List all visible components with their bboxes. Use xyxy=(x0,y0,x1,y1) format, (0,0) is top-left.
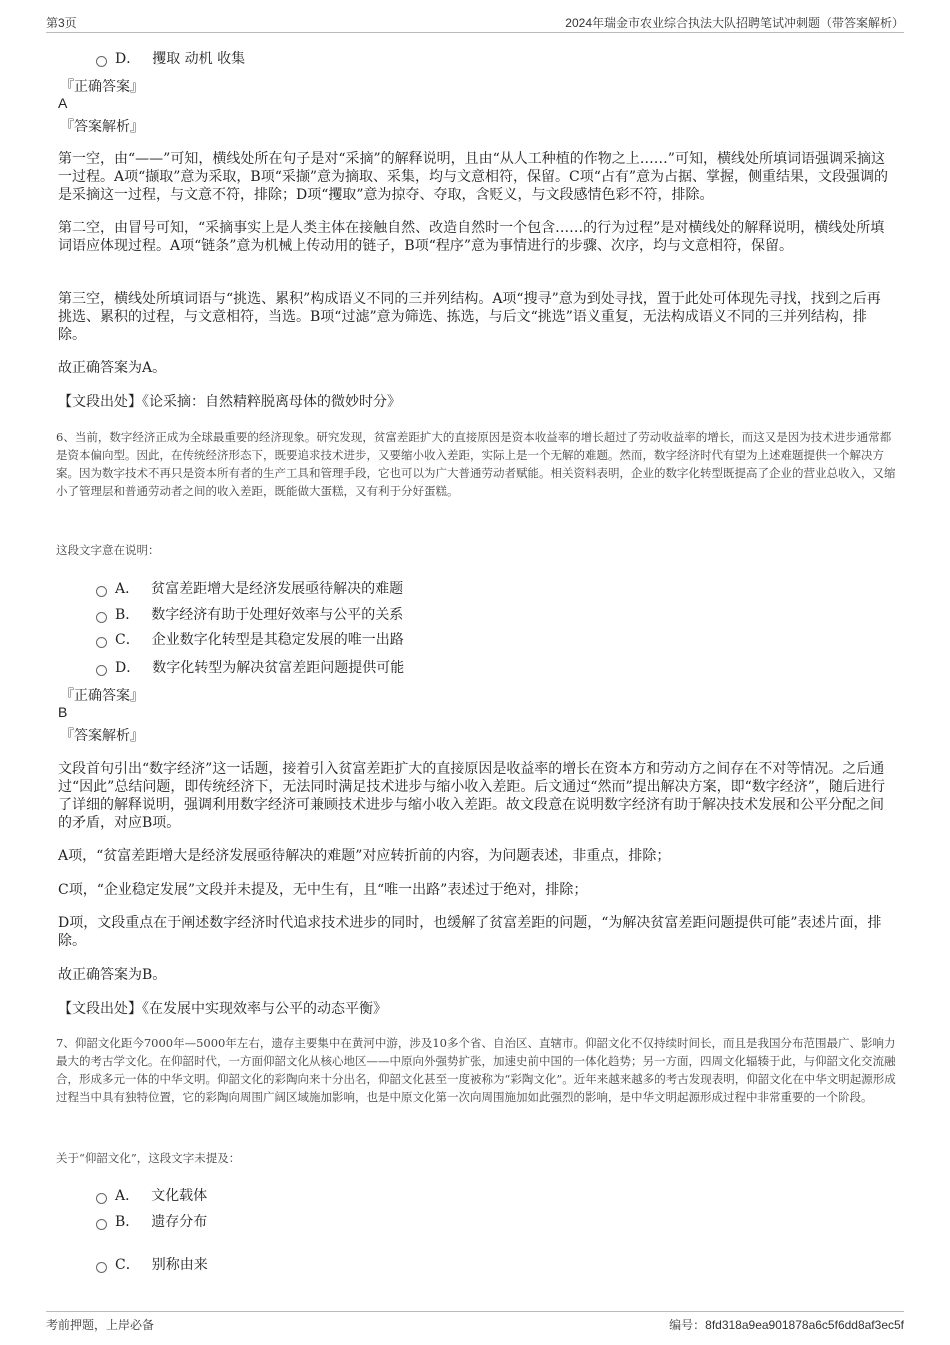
radio-icon[interactable] xyxy=(96,665,107,676)
page-header xyxy=(46,14,904,33)
radio-icon[interactable] xyxy=(96,1219,107,1230)
page-number: 第3页 xyxy=(46,16,77,30)
question-stem: 7、仰韶文化距今7000年—5000年左右，遗存主要集中在黄河中游，涉及10多个省、自治区、直辖市。仰韶文化不仅持续时间长，而且是我国分布范围最广、影响力最大的考古学文化。在仰韶时代，一方面仰韶文化从核心地区——中原向外强势扩张，加速史前中国的一体化趋势；另一方面，四周文化辐辏于此，与仰韶文化交流融合，形成多元一体的中华文明。仰韶文化的彩陶向来十分出名，仰韶文化甚至一度被称为“彩陶文化”。近年来越来越多的考古发现表明，仰韶文化在中华文明起源形成过程当中具有独特位置，它的彩陶向周围广阔区域施加影响，也是中原文化第一次向周围施加如此强烈的影响，是中华文明起源形成过程中非常重要的一个阶段。 xyxy=(56,1036,896,1104)
q6-option-b[interactable]: B． 数字经济有助于处理好效率与公平的关系 xyxy=(96,604,403,624)
page-footer xyxy=(46,1311,904,1332)
q7-option-b[interactable]: B． 遗存分布 xyxy=(96,1211,207,1231)
radio-icon[interactable] xyxy=(96,56,107,67)
q6-option-d[interactable]: D． 数字化转型为解决贫富差距问题提供可能 xyxy=(96,657,404,677)
radio-icon[interactable] xyxy=(96,1193,107,1204)
source-citation: 【文段出处】《论采摘：自然精粹脱离母体的微妙时分》 xyxy=(58,394,401,410)
analysis-label: 『答案解析』 xyxy=(60,728,144,744)
analysis-label: 『答案解析』 xyxy=(60,119,144,135)
radio-icon[interactable] xyxy=(96,1262,107,1273)
analysis-conclusion: 故正确答案为B。 xyxy=(58,967,167,983)
question-prompt: 这段文字意在说明： xyxy=(56,543,160,557)
radio-icon[interactable] xyxy=(96,586,107,597)
question-stem: 6、当前，数字经济正成为全球最重要的经济现象。研究发现，贫富差距扩大的直接原因是资本收益率的增长超过了劳动收益率的增长，而这又是因为技术进步通常都是资本偏向型。因此，在传统经济形态下，既要追求技术进步，又要缩小收入差距，实际上是一个无解的难题。然而，数字经济时代有望为上述难题提供一个解决方案。因为数字技术不再只是资本所有者的生产工具和管理手段，它也可以为广大普通劳动者赋能。相关资料表明，企业的数字化转型既提高了企业的营业总收入，又缩小了管理层和普通劳动者之间的收入差距，既能做大蛋糕，又有利于分好蛋糕。 xyxy=(56,430,896,498)
answer-value: A xyxy=(58,95,68,111)
radio-icon[interactable] xyxy=(96,637,107,648)
radio-icon[interactable] xyxy=(96,612,107,623)
q6-option-a[interactable]: A． 贫富差距增大是经济发展亟待解决的难题 xyxy=(96,578,403,598)
answer-value: B xyxy=(58,704,68,720)
analysis-paragraph: 第一空，由“——”可知，横线处所在句子是对“采摘”的解释说明，且由“从人工种植的作物之上……”可知，横线处所填词语强调采摘这一过程。A项“撷取”意为采取，B项“采撷”意为摘取、采集，均与文意相符，保留。C项“占有”意为占据、掌握，侧重结果，文段强调的是采摘这一过程，与文意不符，排除；D项“攫取”意为掠夺、夺取，含贬义，与文段感情色彩不符，排除。 xyxy=(58,151,889,203)
analysis-paragraph: C项，“企业稳定发展”文段并未提及，无中生有，且“唯一出路”表述过于绝对，排除； xyxy=(58,882,588,898)
question-prompt: 关于“仰韶文化”，这段文字未提及： xyxy=(56,1151,241,1165)
q6-option-c[interactable]: C． 企业数字化转型是其稳定发展的唯一出路 xyxy=(96,629,404,649)
analysis-paragraph: 第三空，横线处所填词语与“挑选、累积”构成语义不同的三并列结构。A项“搜寻”意为到处寻找，置于此处可体现先寻找，找到之后再挑选、累积的过程，与文意相符，当选。B项“过滤”意为筛选、拣选，与后文“挑选”语义重复，无法构成语义不同的三并列结构，排除。 xyxy=(58,291,881,343)
analysis-paragraph: A项，“贫富差距增大是经济发展亟待解决的难题”对应转折前的内容，为问题表述，非重点，排除； xyxy=(58,848,671,864)
q7-option-a[interactable]: A． 文化载体 xyxy=(96,1185,207,1205)
source-citation: 【文段出处】《在发展中实现效率与公平的动态平衡》 xyxy=(58,1001,387,1017)
document-title: 2024年瑞金市农业综合执法大队招聘笔试冲刺题（带答案解析） xyxy=(565,16,904,30)
analysis-paragraph: 第二空，由冒号可知，“采摘事实上是人类主体在接触自然、改造自然时一个包含……的行为过程”是对横线处的解释说明，横线处所填词语应体现过程。A项“链条”意为机械上传动用的链子，B项“程序”意为事情进行的步骤、次序，均与文意相符，保留。 xyxy=(58,220,885,254)
analysis-paragraph: 文段首句引出“数字经济”这一话题，接着引入贫富差距扩大的直接原因是收益率的增长在资本方和劳动方之间存在不对等情况。之后通过“因此”总结问题，即传统经济下，无法同时满足技术进步与缩小收入差距。后文通过“然而”提出解决方案，即“数字经济”，随后进行了详细的解释说明，强调利用数字经济可兼顾技术进步与缩小收入差距。故文段意在说明数字经济有助于解决技术发展和公平分配之间的矛盾，对应B项。 xyxy=(58,761,885,831)
q5-option-d[interactable]: D． 攫取 动机 收集 xyxy=(96,48,245,68)
answer-label: 『正确答案』 xyxy=(60,688,144,704)
analysis-paragraph: D项，文段重点在于阐述数字经济时代追求技术进步的同时，也缓解了贫富差距的问题，“为解决贫富差距问题提供可能”表述片面，排除。 xyxy=(58,915,882,949)
document-id: 编号：8fd318a9ea901878a6c5f6dd8af3ec5f xyxy=(669,1318,904,1332)
footer-slogan: 考前押题，上岸必备 xyxy=(46,1318,155,1332)
analysis-conclusion: 故正确答案为A。 xyxy=(58,360,167,376)
answer-label: 『正确答案』 xyxy=(60,79,144,95)
q7-option-c[interactable]: C． 别称由来 xyxy=(96,1254,208,1274)
